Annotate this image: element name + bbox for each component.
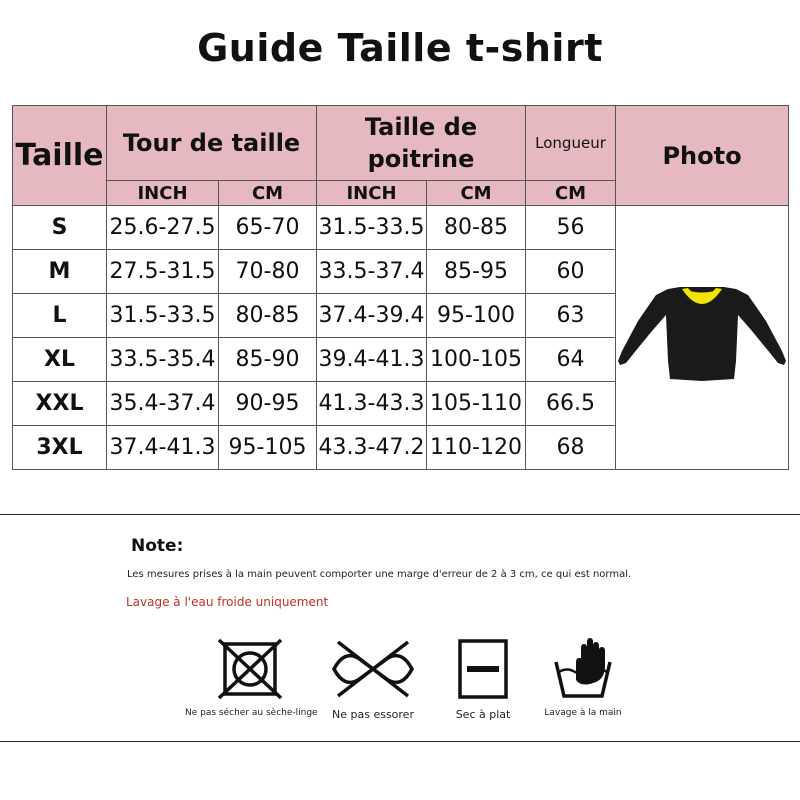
header-taille: Taille <box>13 106 107 206</box>
long-sleeve-shirt-icon <box>616 275 788 395</box>
chest-inch-cell: 37.4-39.4 <box>317 294 427 338</box>
waist-cm-cell: 80-85 <box>219 294 317 338</box>
care-item-dry-flat <box>433 636 533 721</box>
waist-inch-cell: 27.5-31.5 <box>107 250 219 294</box>
care-item-no-wring <box>318 636 428 721</box>
note-text: Les mesures prises à la main peuvent comporter une marge d'erreur de 2 à 3 cm, ce qui est normal. <box>127 569 632 580</box>
page-title: Guide Taille t-shirt <box>197 26 603 70</box>
header-poitrine-line2: poitrine <box>367 145 475 173</box>
dry-flat-icon <box>455 636 511 702</box>
chest-cm-cell: 85-95 <box>427 250 526 294</box>
chest-cm-cell: 80-85 <box>427 206 526 250</box>
length-cm-cell: 66.5 <box>526 382 616 426</box>
wash-instruction: Lavage à l'eau froide uniquement <box>126 595 329 609</box>
waist-inch-cell: 33.5-35.4 <box>107 338 219 382</box>
no-wring-icon <box>328 636 418 702</box>
waist-cm-cell: 85-90 <box>219 338 317 382</box>
header-longueur: Longueur <box>526 106 616 181</box>
chest-cm-cell: 95-100 <box>427 294 526 338</box>
chest-inch-cell: 41.3-43.3 <box>317 382 427 426</box>
chest-cm-cell: 100-105 <box>427 338 526 382</box>
size-label: 3XL <box>13 426 107 470</box>
header-tour-de-taille: Tour de taille <box>107 106 317 181</box>
length-cm-cell: 60 <box>526 250 616 294</box>
waist-inch-cell: 35.4-37.4 <box>107 382 219 426</box>
waist-inch-cell: 25.6-27.5 <box>107 206 219 250</box>
length-cm-cell: 68 <box>526 426 616 470</box>
subheader-waist-inch: INCH <box>107 181 219 206</box>
chest-inch-cell: 31.5-33.5 <box>317 206 427 250</box>
size-label: M <box>13 250 107 294</box>
care-item-hand-wash <box>535 636 631 718</box>
header-poitrine-line1: Taille de <box>364 113 478 141</box>
divider-bottom <box>0 741 800 742</box>
chest-inch-cell: 33.5-37.4 <box>317 250 427 294</box>
subheader-chest-cm: CM <box>427 181 526 206</box>
care-label: Lavage à la main <box>544 708 622 718</box>
size-label: XXL <box>13 382 107 426</box>
care-label: Ne pas essorer <box>332 708 414 721</box>
hand-wash-icon <box>550 636 616 702</box>
waist-cm-cell: 95-105 <box>219 426 317 470</box>
subheader-length-cm: CM <box>526 181 616 206</box>
subheader-waist-cm: CM <box>219 181 317 206</box>
care-label: Sec à plat <box>455 708 511 721</box>
chest-cm-cell: 110-120 <box>427 426 526 470</box>
length-cm-cell: 64 <box>526 338 616 382</box>
size-label: XL <box>13 338 107 382</box>
header-taille-de-poitrine <box>317 106 526 181</box>
size-label: L <box>13 294 107 338</box>
note-title: Note: <box>131 536 184 556</box>
waist-cm-cell: 65-70 <box>219 206 317 250</box>
header-photo: Photo <box>616 106 789 206</box>
care-item-no-tumble-dry <box>185 636 318 718</box>
length-cm-cell: 56 <box>526 206 616 250</box>
photo-cell <box>616 206 789 470</box>
chest-cm-cell: 105-110 <box>427 382 526 426</box>
waist-inch-cell: 37.4-41.3 <box>107 426 219 470</box>
divider-top <box>0 514 800 515</box>
chest-inch-cell: 43.3-47.2 <box>317 426 427 470</box>
care-label: Ne pas sécher au sèche-linge <box>185 708 318 718</box>
no-tumble-dry-icon <box>215 636 285 702</box>
size-label: S <box>13 206 107 250</box>
subheader-chest-inch: INCH <box>317 181 427 206</box>
waist-cm-cell: 90-95 <box>219 382 317 426</box>
table-row <box>13 206 789 250</box>
size-chart-table <box>12 105 789 470</box>
waist-inch-cell: 31.5-33.5 <box>107 294 219 338</box>
waist-cm-cell: 70-80 <box>219 250 317 294</box>
length-cm-cell: 63 <box>526 294 616 338</box>
chest-inch-cell: 39.4-41.3 <box>317 338 427 382</box>
